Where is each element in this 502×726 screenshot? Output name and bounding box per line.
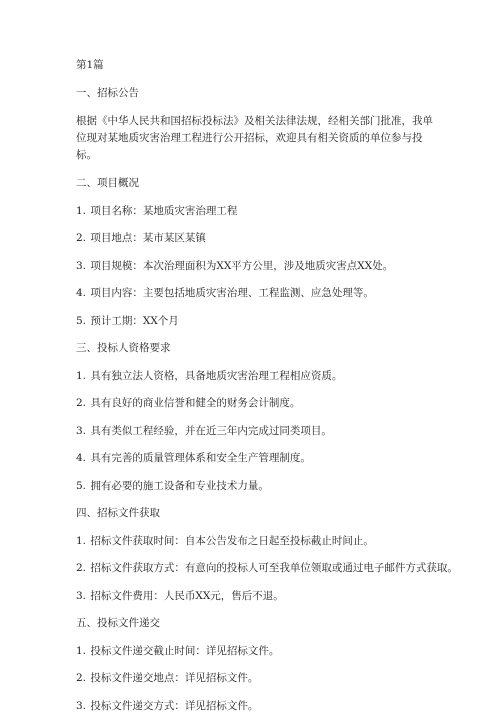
document-page bbox=[76, 58, 458, 726]
list-item: 5. 拥有必要的施工设备和专业技术力量。 bbox=[76, 479, 269, 492]
list-item: 5. 预计工期：XX个月 bbox=[76, 314, 179, 327]
list-item: 4. 具有完善的质量管理体系和安全生产管理制度。 bbox=[76, 452, 311, 464]
list-item: 2. 具有良好的商业信誉和健全的财务会计制度。 bbox=[76, 397, 301, 409]
list-item: 1. 具有独立法人资格，具备地质灾害治理工程相应资质。 bbox=[76, 369, 343, 382]
section-heading-5: 五、投标文件递交 bbox=[76, 617, 160, 629]
list-item: 1. 投标文件递交截止时间：详见招标文件。 bbox=[76, 644, 280, 657]
list-item: 3. 具有类似工程经验，并在近三年内完成过同类项目。 bbox=[76, 424, 332, 437]
section-heading-1: 一、招标公告 bbox=[76, 86, 139, 99]
list-item: 3. 投标文件递交方式：详见招标文件。 bbox=[76, 699, 259, 712]
list-item: 2. 招标文件获取方式：有意向的投标人可至我单位领取或通过电子邮件方式获取。 bbox=[76, 562, 458, 574]
list-item: 1. 项目名称：某地质灾害治理工程 bbox=[76, 204, 238, 217]
section-heading-2: 二、项目概况 bbox=[76, 177, 139, 189]
list-item: 4. 项目内容：主要包括地质灾害治理、工程监测、应急处理等。 bbox=[76, 287, 374, 299]
list-item: 2. 投标文件递交地点：详见招标文件。 bbox=[76, 672, 259, 684]
section-heading-3: 三、投标人资格要求 bbox=[76, 342, 171, 354]
list-item: 3. 招标文件费用：人民币XX元，售后不退。 bbox=[76, 589, 284, 602]
page-label: 第1篇 bbox=[76, 59, 104, 71]
list-item: 2. 项目地点：某市某区某镇 bbox=[76, 232, 206, 244]
section-heading-4: 四、招标文件获取 bbox=[76, 507, 160, 519]
list-item: 3. 项目规模：本次治理面积为XX平方公里，涉及地质灾害点XX处。 bbox=[76, 259, 394, 272]
list-item: 1. 招标文件获取时间：自本公告发布之日起至投标截止时间止。 bbox=[76, 534, 374, 547]
section-1-paragraph: 根据《中华人民共和国招标投标法》及相关法律法规，经相关部门批准，我单位现对某地质灾害治理工程进行公开招标，欢迎具有相关资质的单位参与投标。 bbox=[76, 115, 433, 161]
